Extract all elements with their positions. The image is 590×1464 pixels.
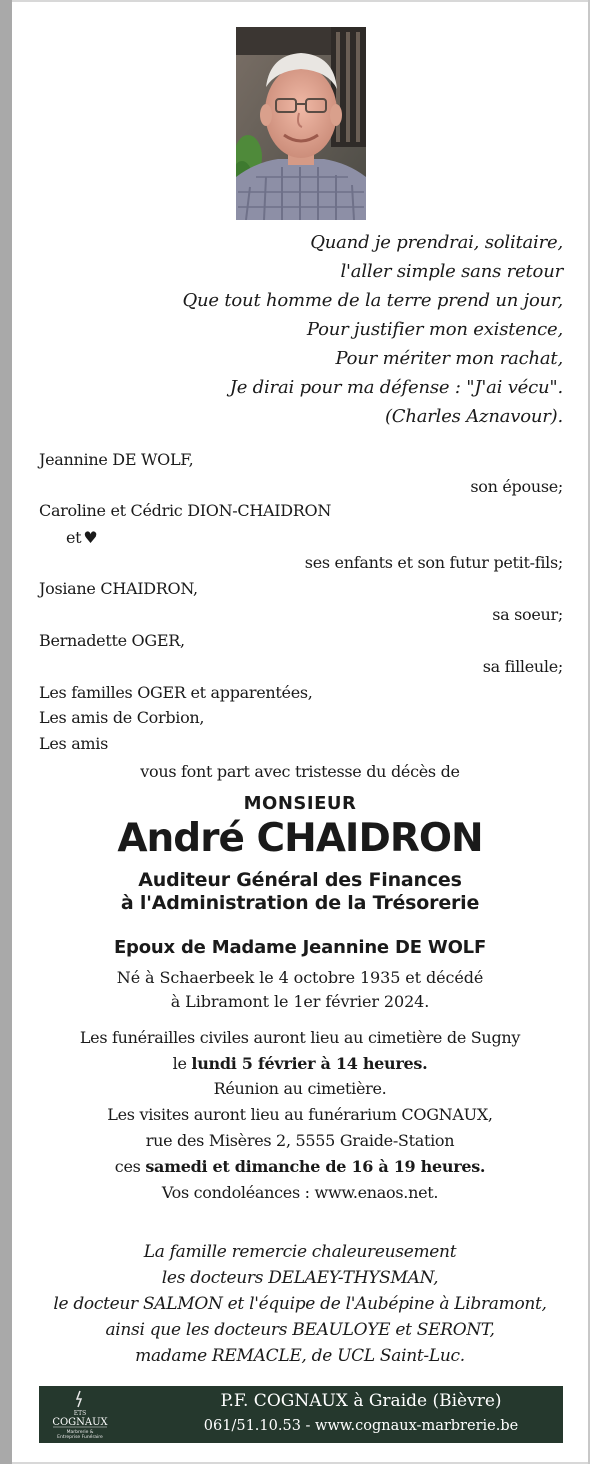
poem-line-2: l'aller simple sans retour: [340, 261, 563, 282]
svg-text:COGNAUX: COGNAUX: [52, 1417, 108, 1428]
poem-line-3: Que tout homme de la terre prend un jour,: [182, 290, 563, 311]
family-children-and-text: et: [66, 528, 82, 547]
poem-line-4: Pour justifier mon existence,: [306, 319, 563, 340]
family-goddaughter-relation: sa filleule;: [482, 657, 563, 676]
footer-banner: [39, 1386, 563, 1443]
portrait-photo: [236, 27, 366, 220]
svg-text:Marbrerie &: Marbrerie &: [66, 1430, 94, 1435]
thanks-line-2: les docteurs DELAEY-THYSMAN,: [161, 1268, 439, 1288]
footer-contact: 061/51.10.53 - www.cognaux-marbrerie.be: [203, 1418, 519, 1434]
deceased-title-line-1: Auditeur Général des Finances: [138, 869, 462, 891]
funeral-line-5: rue des Misères 2, 5555 Graide-Station: [145, 1131, 455, 1150]
poem-line-1: Quand je prendrai, solitaire,: [310, 232, 563, 253]
top-frame-edge: [12, 0, 588, 2]
family-children-relation: ses enfants et son futur petit-fils;: [304, 553, 563, 572]
funeral-line-6-prefix: ces: [114, 1157, 146, 1176]
svg-text:ETS: ETS: [73, 1410, 87, 1417]
funeral-line-4: Les visites auront lieu au funérarium COGNAUX,: [107, 1105, 493, 1124]
family-sister-relation: sa soeur;: [492, 605, 563, 624]
deceased-title-line-2: à l'Administration de la Trésorerie: [120, 892, 480, 914]
deceased-name: André CHAIDRON: [117, 816, 483, 861]
poem-line-6: Je dirai pour ma défense : "J'ai vécu".: [229, 377, 563, 398]
funeral-line-2: [14, 1054, 586, 1073]
deceased-birth-line-1: Né à Schaerbeek le 4 octobre 1935 et décédé: [116, 968, 484, 987]
funeral-line-1: Les funérailles civiles auront lieu au cimetière de Sugny: [79, 1028, 521, 1047]
family-other-2: Les amis de Corbion,: [39, 708, 205, 727]
left-frame-bar: [0, 0, 12, 1464]
funeral-line-6: [14, 1157, 586, 1176]
deceased-spouse-line: Epoux de Madame Jeannine DE WOLF: [113, 937, 487, 958]
thanks-line-5: madame REMACLE, de UCL Saint-Luc.: [135, 1346, 465, 1366]
family-spouse-name: Jeannine DE WOLF,: [39, 450, 194, 469]
deceased-birth-line-2: à Libramont le 1er février 2024.: [170, 992, 430, 1011]
funeral-line-2-prefix: le: [172, 1054, 192, 1073]
svg-text:Entreprise Funéraire: Entreprise Funéraire: [57, 1435, 103, 1440]
funeral-line-3: Réunion au cimetière.: [213, 1079, 387, 1098]
family-goddaughter-name: Bernadette OGER,: [39, 631, 185, 650]
condolences-line: Vos condoléances : www.enaos.net.: [161, 1183, 439, 1202]
heart-icon: ♥: [83, 528, 98, 547]
poem-line-5: Pour mériter mon rachat,: [335, 348, 563, 369]
thanks-line-4: ainsi que les docteurs BEAULOYE et SERONT,: [105, 1320, 495, 1340]
funeral-date-time: lundi 5 février à 14 heures.: [191, 1054, 428, 1073]
footer-company: P.F. COGNAUX à Graide (Bièvre): [220, 1391, 502, 1411]
family-other-1: Les familles OGER et apparentées,: [39, 683, 313, 702]
family-children-and: [66, 528, 97, 547]
poem-attribution: (Charles Aznavour).: [384, 406, 563, 427]
thanks-line-3: le docteur SALMON et l'équipe de l'Aubépine à Libramont,: [53, 1294, 547, 1314]
family-spouse-relation: son épouse;: [470, 477, 563, 496]
visit-days-hours: samedi et dimanche de 16 à 19 heures.: [145, 1157, 486, 1176]
family-children-names: Caroline et Cédric DION-CHAIDRON: [39, 501, 332, 520]
announcement-text: vous font part avec tristesse du décès de: [140, 762, 460, 781]
thanks-line-1: La famille remercie chaleureusement: [143, 1242, 457, 1262]
family-other-3: Les amis: [39, 734, 109, 753]
family-sister-name: Josiane CHAIDRON,: [39, 579, 198, 598]
deceased-honorific: MONSIEUR: [243, 793, 357, 814]
cognaux-logo: [45, 1389, 115, 1441]
